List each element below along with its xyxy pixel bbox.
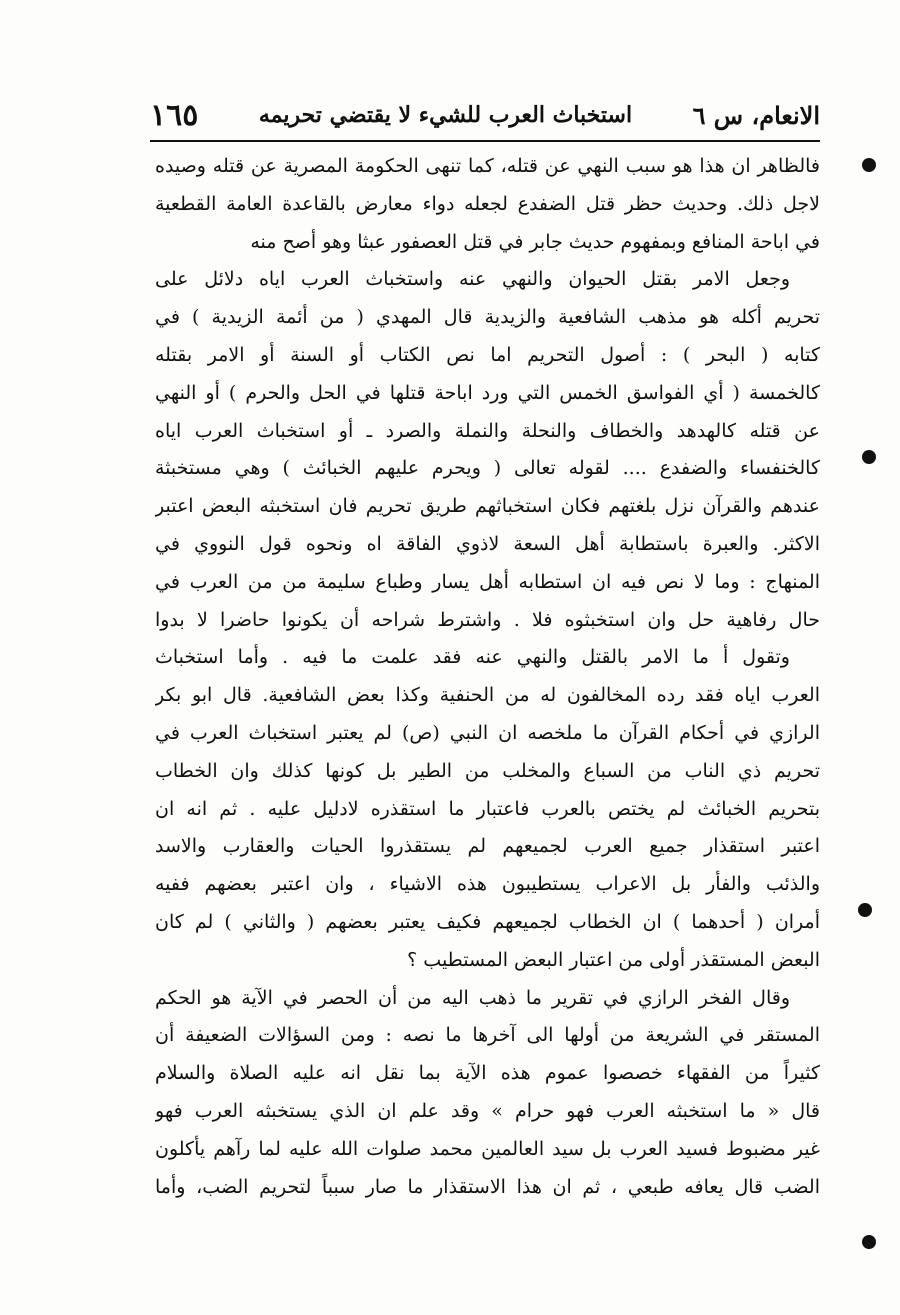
ink-blot bbox=[858, 903, 872, 917]
text-line: تحريم أكله هو مذهب الشافعية والزيدية قال المهدي ( من أئمة الزيدية ) في bbox=[155, 306, 820, 329]
text-line: الرازي في أحكام القرآن ما ملخصه ان النبي (ص) لم يعتبر استخباث العرب في bbox=[155, 721, 820, 744]
text-line: كتابه ( البحر ) : أصول التحريم اما نص الكتاب أو السنة أو الامر بقتله bbox=[155, 343, 820, 366]
header-divider bbox=[150, 140, 820, 142]
text-line: وتقول أ ما الامر بالقتل والنهي عنه فقد علمت ما فيه . وأما استخباث bbox=[155, 646, 790, 669]
text-line: البعض المستقذر أولى من اعتبار البعض المستطيب ؟ bbox=[407, 948, 820, 971]
text-line: فالظاهر ان هذا هو سبب النهي عن قتله، كما تنهى الحكومة المصرية عن قتله وصيده bbox=[155, 155, 820, 177]
text-line: عندهم والقرآن نزل بلغتهم فكان استخباثهم طريق تحريم فان استخبثه البعض اعتبر bbox=[155, 495, 820, 518]
text-line: عن قتله كالهدهد والخطاف والنحلة والنملة والصرد ـ أو استخباث العرب اياه bbox=[155, 419, 820, 442]
text-line: الاكثر. والعبرة باستطابة أهل السعة لاذوي الفاقة اه ونحوه قول النووي في bbox=[155, 532, 820, 555]
text-line: قال « ما استخبثه العرب فهو حرام » وقد علم ان الذي يستخبثه العرب فهو bbox=[155, 1099, 820, 1122]
page-header bbox=[150, 92, 820, 138]
text-line: وجعل الامر بقتل الحيوان والنهي عنه واستخباث العرب اياه دلائل على bbox=[155, 268, 790, 291]
text-line: غير مضبوط فسيد العرب بل سيد العالمين محمد صلوات الله عليه لما رآهم يأكلون bbox=[155, 1137, 820, 1160]
ink-blot bbox=[862, 158, 876, 172]
text-line: لاجل ذلك. وحديث حظر قتل الضفدع لجعله دواء معارض بالقاعدة العامة القطعية bbox=[155, 192, 820, 215]
running-title: استخباث العرب للشيء لا يقتضي تحريمه bbox=[258, 102, 633, 128]
chapter-reference: الانعام، س ٦ bbox=[692, 100, 820, 130]
text-line: كالخنفساء والضفدع .... لقوله تعالى ( ويحرم عليهم الخبائث ) وهي مستخبثة bbox=[155, 457, 820, 480]
text-line: كالخمسة ( أي الفواسق الخمس التي ورد اباحة قتلها في الحل والحرم ) أو النهي bbox=[155, 381, 820, 404]
text-line: والذئب والفأر بل الاعراب يستطيبون هذه الاشياء ، وان اعتبر بعضهم ففيه bbox=[155, 873, 820, 896]
page-number: ١٦٥ bbox=[150, 97, 199, 133]
text-line: حال رفاهية حل وان استخبثوه فلا . واشترط شراحه أن يكونوا حاضرا لا بدوا bbox=[155, 608, 820, 631]
text-line: تحريم ذي الناب من السباع والمخلب من الطير بل كونها كذلك وان الخطاب bbox=[155, 759, 820, 782]
ink-blot bbox=[862, 1235, 876, 1249]
text-line: أمران ( أحدهما ) ان الخطاب لجميعهم فكيف يعتبر بعضهم ( والثاني ) لم كان bbox=[155, 910, 820, 933]
ink-blot bbox=[862, 450, 876, 464]
text-line: المنهاج : وما لا نص فيه ان استطابه أهل يسار وطباع سليمة من من العرب في bbox=[155, 570, 820, 593]
text-line: كثيراً من الفقهاء خصصوا عموم هذه الآية بما نقل انه عليه الصلاة والسلام bbox=[155, 1062, 820, 1085]
text-line: الضب قال يعافه طبعي ، ثم ان هذا الاستقذار ما صار سبباً لتحريم الضب، وأما bbox=[155, 1175, 820, 1198]
text-line: المستقر في الشريعة من أولها الى آخرها ما نصه : ومن السؤالات الضعيفة أن bbox=[155, 1024, 820, 1047]
body-text bbox=[155, 148, 820, 1206]
text-line: العرب اياه فقد رده المخالفون له من الحنفية وكذا بعض الشافعية. قال ابو بكر bbox=[155, 684, 820, 707]
text-line: اعتبر استقذار جميع العرب لجميعهم لم يستقذروا الحيات والعقارب والاسد bbox=[155, 835, 820, 858]
text-line: في اباحة المنافع وبمفهوم حديث جابر في قتل العصفور عبثا وهو أصح منه bbox=[250, 230, 820, 253]
text-line: وقال الفخر الرازي في تقرير ما ذهب اليه من أن الحصر في الآية هو الحكم bbox=[155, 986, 790, 1009]
text-line: بتحريم الخبائث لم يختص بالعرب فاعتبار ما استقذره لادليل عليه . ثم انه ان bbox=[155, 797, 820, 820]
